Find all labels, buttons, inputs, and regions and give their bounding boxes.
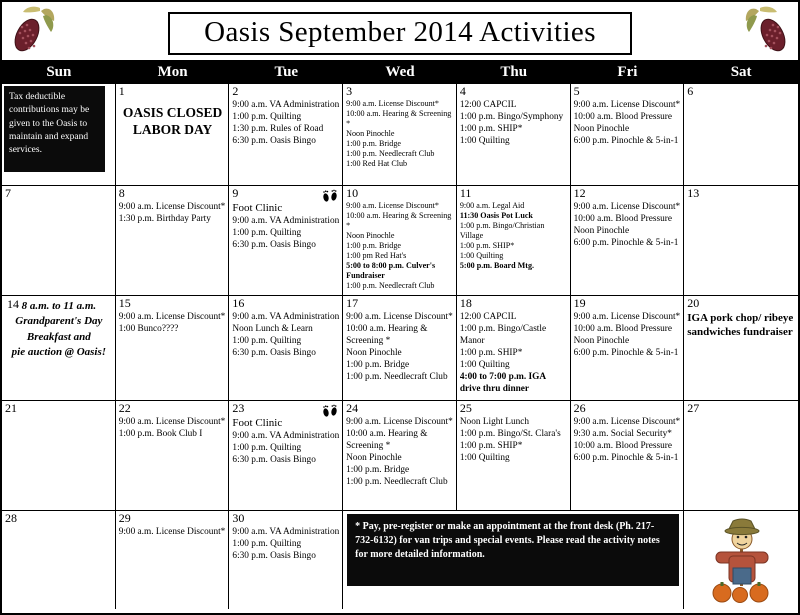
event-line: 9:00 a.m. License Discount* <box>346 311 453 322</box>
day-cell-24 <box>343 401 457 511</box>
event-line: 1:00 p.m. Needlecraft Club <box>346 371 448 382</box>
event-line: 6:30 p.m. Oasis Bingo <box>232 135 316 146</box>
day-cell-15 <box>116 296 230 401</box>
event-line: 6:30 p.m. Oasis Bingo <box>232 240 316 251</box>
event-line: 6:00 p.m. Pinochle & 5-in-1 <box>573 452 679 463</box>
event-line: 12:00 CAPCIL <box>459 311 517 322</box>
day-number: 7 <box>5 186 11 200</box>
day-cell-16 <box>229 296 343 401</box>
event-line: LABOR DAY <box>132 122 213 138</box>
day-cell-17 <box>343 296 457 401</box>
event-line: 10:00 a.m. Blood Pressure <box>573 213 672 224</box>
event-line: 1:00 p.m. Quilting <box>232 442 302 453</box>
event-line: IGA pork chop/ ribeye sandwiches fundraiser <box>687 311 794 338</box>
footprints-icon <box>321 404 339 418</box>
event-line: OASIS CLOSED <box>122 104 223 120</box>
event-line: pie auction @ Oasis! <box>11 346 107 359</box>
event-line: 1:30 p.m. Birthday Party <box>118 213 211 224</box>
event-line: 10:00 a.m. Hearing & Screening * <box>346 323 428 346</box>
day-number: 2 <box>232 84 239 98</box>
event-line: 9:00 a.m. License Discount* <box>118 526 226 537</box>
day-number: 11 <box>459 186 472 200</box>
day-cell-1 <box>116 84 230 186</box>
event-line: Foot Clinic <box>232 201 283 214</box>
day-number: 22 <box>118 401 131 415</box>
day-cell-25 <box>457 401 571 511</box>
day-number: 8 <box>118 186 125 200</box>
event-line: 1:00 p.m. Quilting <box>232 335 302 346</box>
event-line: 5:00 p.m. Board Mtg. <box>459 260 535 270</box>
day-number: 28 <box>5 511 17 525</box>
day-cell-29 <box>116 511 230 609</box>
event-line: 10:00 a.m. Hearing & Screening * <box>346 108 452 128</box>
cell-tax-note <box>2 84 116 186</box>
event-line: 1:00 p.m. Bingo/St. Clara's <box>459 428 561 439</box>
day-number: 12 <box>573 186 586 200</box>
event-line: 1:00 Red Hat Club <box>346 158 408 168</box>
weekday-tue: Tue <box>274 63 299 80</box>
scarecrow-icon <box>707 516 777 609</box>
event-line: Noon Pinochle <box>346 128 395 138</box>
event-line: Foot Clinic <box>232 416 283 429</box>
event-line: 1:00 p.m. Needlecraft Club <box>346 148 435 158</box>
day-cell-3 <box>343 84 457 186</box>
weekday-wed: Wed <box>385 63 415 80</box>
event-line: 1:00 p.m. Quilting <box>232 227 302 238</box>
event-line: 9:00 a.m. License Discount* <box>346 98 439 108</box>
event-line: 1:00 p.m. SHIP* <box>459 347 523 358</box>
indian-corn-icon <box>744 5 790 57</box>
day-cell-18 <box>457 296 571 401</box>
event-line: Noon Pinochle <box>573 225 630 236</box>
event-line: 1:00 p.m. Book Club I <box>118 428 203 439</box>
calendar-grid <box>2 84 798 609</box>
footprints-icon <box>321 189 339 203</box>
weekday-sun: Sun <box>46 63 72 80</box>
registration-footer-note: * Pay, pre-register or make an appointment at the front desk (Ph. 217-732-6132) for van trips and special events. Please read the activity notes for more detailed information. <box>347 514 679 586</box>
day-cell-2 <box>229 84 343 186</box>
day-number: 19 <box>573 296 586 310</box>
event-line: Noon Pinochle <box>346 452 402 463</box>
day-number: 17 <box>346 296 359 310</box>
day-cell-12 <box>571 186 685 296</box>
day-number: 5 <box>573 84 580 98</box>
event-line: 9:30 a.m. Social Security* <box>573 428 672 439</box>
page-title: Oasis September 2014 Activities <box>204 15 596 48</box>
title-row <box>2 2 798 60</box>
day-number: 25 <box>459 401 472 415</box>
event-line: Breakfast and <box>26 330 91 343</box>
event-line: 6:00 p.m. Pinochle & 5-in-1 <box>573 347 679 358</box>
day-cell-28 <box>2 511 116 609</box>
event-line: 9:00 a.m. VA Administration <box>232 215 340 226</box>
event-line: 1:00 p.m. Bingo/Symphony <box>459 111 564 122</box>
event-line: 1:00 p.m. Quilting <box>232 111 302 122</box>
event-line: 9:00 a.m. VA Administration <box>232 311 340 322</box>
event-line: 9:00 a.m. License Discount* <box>346 416 453 427</box>
tax-deductible-note: Tax deductible contributions may be given to the Oasis to maintain and expand services. <box>4 86 105 172</box>
day-number: 9 <box>232 186 239 200</box>
day-cell-26 <box>571 401 685 511</box>
day-cell-6 <box>684 84 798 186</box>
event-line: 1:00 p.m. Needlecraft Club <box>346 280 435 290</box>
cell-footer <box>343 511 684 609</box>
event-line: 1:00 p.m. Bridge <box>346 240 401 250</box>
day-cell-20 <box>684 296 798 401</box>
day-number: 6 <box>687 84 694 98</box>
event-line: 6:30 p.m. Oasis Bingo <box>232 455 316 466</box>
weekday-sat: Sat <box>730 63 752 80</box>
event-line: 1:00 p.m. Needlecraft Club <box>346 476 448 487</box>
event-line: Noon Pinochle <box>346 347 402 358</box>
event-line: 1:00 Quilting <box>459 359 510 370</box>
day-cell-4 <box>457 84 571 186</box>
event-line: 8 a.m. to 11 a.m. <box>21 300 97 312</box>
event-line: 1:00 Quilting <box>459 452 510 463</box>
event-line: 6:30 p.m. Oasis Bingo <box>232 550 316 561</box>
event-line: 9:00 a.m. Legal Aid <box>459 200 525 210</box>
day-cell-22 <box>116 401 230 511</box>
event-line: 9:00 a.m. VA Administration <box>232 430 340 441</box>
event-line: 1:00 Quilting <box>459 250 504 260</box>
day-number: 4 <box>459 84 466 98</box>
event-line: Noon Pinochle <box>573 335 630 346</box>
day-cell-23 <box>229 401 343 511</box>
event-line: 9:00 a.m. VA Administration <box>232 526 340 537</box>
event-line: 11:30 Oasis Pot Luck <box>459 210 533 220</box>
event-line: 10:00 a.m. Blood Pressure <box>573 440 672 451</box>
day-number: 3 <box>346 84 353 98</box>
event-line: 6:00 p.m. Pinochle & 5-in-1 <box>573 135 679 146</box>
event-line: 6:00 p.m. Pinochle & 5-in-1 <box>573 237 679 248</box>
day-number: 1 <box>118 84 125 98</box>
indian-corn-icon <box>10 5 56 57</box>
event-line: 1:30 p.m. Rules of Road <box>232 123 324 134</box>
day-number: 18 <box>459 296 472 310</box>
day-number: 29 <box>118 511 131 525</box>
day-number: 10 <box>346 186 359 200</box>
day-number: 30 <box>232 511 245 525</box>
cell-scarecrow <box>684 511 798 609</box>
event-line: 1:00 p.m. Bingo/Castle Manor <box>459 323 547 346</box>
event-line: 1:00 p.m. Bridge <box>346 138 401 148</box>
event-line: 1:00 p.m. Quilting <box>232 538 302 549</box>
event-line: 9:00 a.m. VA Administration <box>232 99 340 110</box>
event-line: 1:00 Quilting <box>459 135 510 146</box>
weekday-header <box>2 60 798 84</box>
event-line: 1:00 p.m. SHIP* <box>459 440 523 451</box>
day-number: 24 <box>346 401 359 415</box>
day-cell-9 <box>229 186 343 296</box>
day-cell-21 <box>2 401 116 511</box>
event-line: 9:00 a.m. License Discount* <box>573 311 681 322</box>
event-line: 1:00 p.m. Bingo/Christian Village <box>459 220 545 240</box>
day-cell-5 <box>571 84 685 186</box>
event-line: 4:00 to 7:00 p.m. IGA drive thru dinner <box>459 371 546 395</box>
day-number: 15 <box>118 296 131 310</box>
day-number: 26 <box>573 401 586 415</box>
day-number: 13 <box>687 186 700 200</box>
day-cell-7 <box>2 186 116 296</box>
event-line: 1:00 p.m. Bridge <box>346 359 410 370</box>
event-line: 10:00 a.m. Blood Pressure <box>573 111 672 122</box>
day-cell-14 <box>2 296 116 401</box>
weekday-thu: Thu <box>500 63 528 80</box>
event-line: 12:00 CAPCIL <box>459 99 517 110</box>
day-cell-27 <box>684 401 798 511</box>
event-line: 9:00 a.m. License Discount* <box>118 311 226 322</box>
title-box <box>168 12 632 55</box>
event-line: 9:00 a.m. License Discount* <box>118 416 226 427</box>
day-cell-13 <box>684 186 798 296</box>
day-number: 21 <box>5 401 17 415</box>
event-line: 9:00 a.m. License Discount* <box>573 201 681 212</box>
event-line: Noon Pinochle <box>346 230 395 240</box>
day-number: 27 <box>687 401 700 415</box>
event-line: 10:00 a.m. Hearing & Screening * <box>346 428 428 451</box>
day-cell-10 <box>343 186 457 296</box>
event-line: Noon Pinochle <box>573 123 630 134</box>
weekday-mon: Mon <box>157 63 188 80</box>
event-line: Grandparent's Day <box>15 315 103 328</box>
weekday-fri: Fri <box>617 63 638 80</box>
event-line: 10:00 a.m. Blood Pressure <box>573 323 672 334</box>
event-line: 6:30 p.m. Oasis Bingo <box>232 347 316 358</box>
event-line: 9:00 a.m. License Discount* <box>573 416 681 427</box>
day-cell-19 <box>571 296 685 401</box>
day-number: 23 <box>232 401 245 415</box>
event-line: 1:00 p.m. SHIP* <box>459 123 523 134</box>
event-line: 10:00 a.m. Hearing & Screening * <box>346 210 452 230</box>
event-line: 5:00 to 8:00 p.m. Culver's Fundraiser <box>346 260 436 280</box>
event-line: 9:00 a.m. License Discount* <box>118 201 226 212</box>
event-line: 1:00 p.m. SHIP* <box>459 240 515 250</box>
event-line: 1:00 pm Red Hat's <box>346 250 407 260</box>
event-line: Noon Light Lunch <box>459 416 530 427</box>
day-cell-8 <box>116 186 230 296</box>
event-line: Noon Lunch & Learn <box>232 323 313 334</box>
event-line: 9:00 a.m. License Discount* <box>573 99 681 110</box>
day-cell-11 <box>457 186 571 296</box>
event-line: 9:00 a.m. License Discount* <box>346 200 439 210</box>
event-line: 1:00 Bunco???? <box>118 323 179 334</box>
day-number: 20 <box>687 296 700 310</box>
event-line: 1:00 p.m. Bridge <box>346 464 410 475</box>
day-number: 16 <box>232 296 245 310</box>
day-cell-30 <box>229 511 343 609</box>
day-number: 14 <box>7 297 19 311</box>
